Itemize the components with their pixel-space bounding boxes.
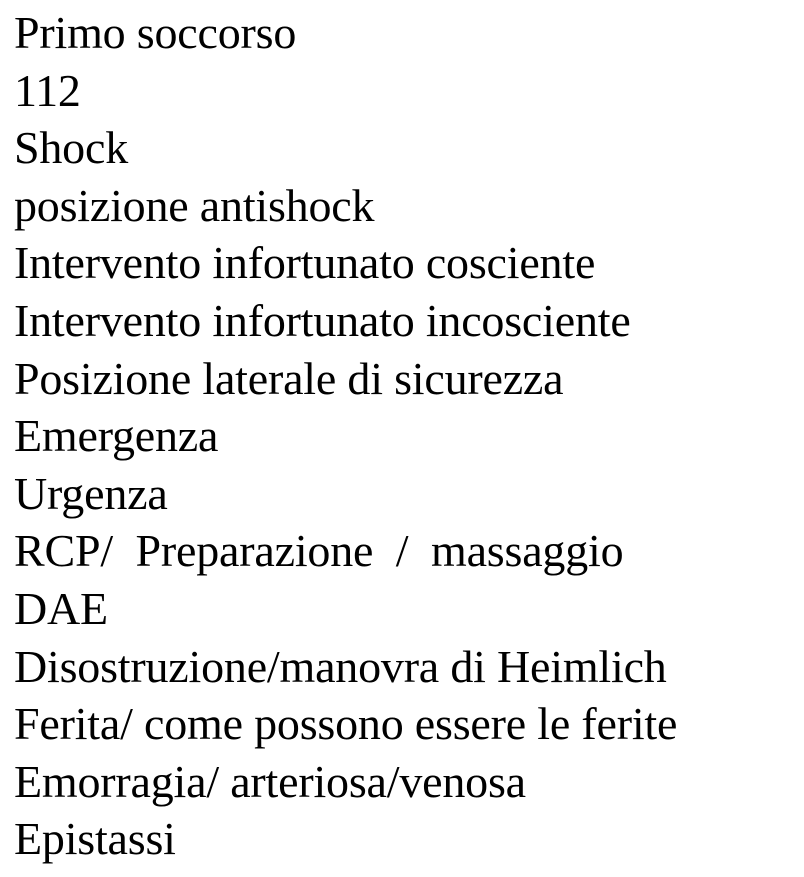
document-line-intervento-cosciente: Intervento infortunato cosciente	[14, 237, 596, 289]
document-line-ferita: Ferita/ come possono essere le ferite	[14, 698, 678, 750]
document-line-posizione-antishock: posizione antishock	[14, 179, 375, 231]
document-line-dae: DAE	[14, 582, 108, 634]
document-line-rcp: RCP/ Preparazione / massaggio	[14, 525, 624, 577]
document-line-epistassi: Epistassi	[14, 813, 176, 865]
document-line-emorragia: Emorragia/ arteriosa/venosa	[14, 755, 526, 807]
document-line-primo-soccorso: Primo soccorso	[14, 7, 297, 58]
document-line-112: 112	[14, 64, 81, 116]
text-document	[14, 4, 804, 877]
document-line-urgenza: Urgenza	[14, 467, 168, 519]
document-line-emergenza: Emergenza	[14, 410, 219, 462]
document-line-disostruzione: Disostruzione/manovra di Heimlich	[14, 640, 667, 692]
document-line-intervento-incosciente: Intervento infortunato incosciente	[14, 294, 631, 346]
document-line-posizione-laterale: Posizione laterale di sicurezza	[14, 352, 564, 404]
document-line-shock: Shock	[14, 122, 129, 174]
